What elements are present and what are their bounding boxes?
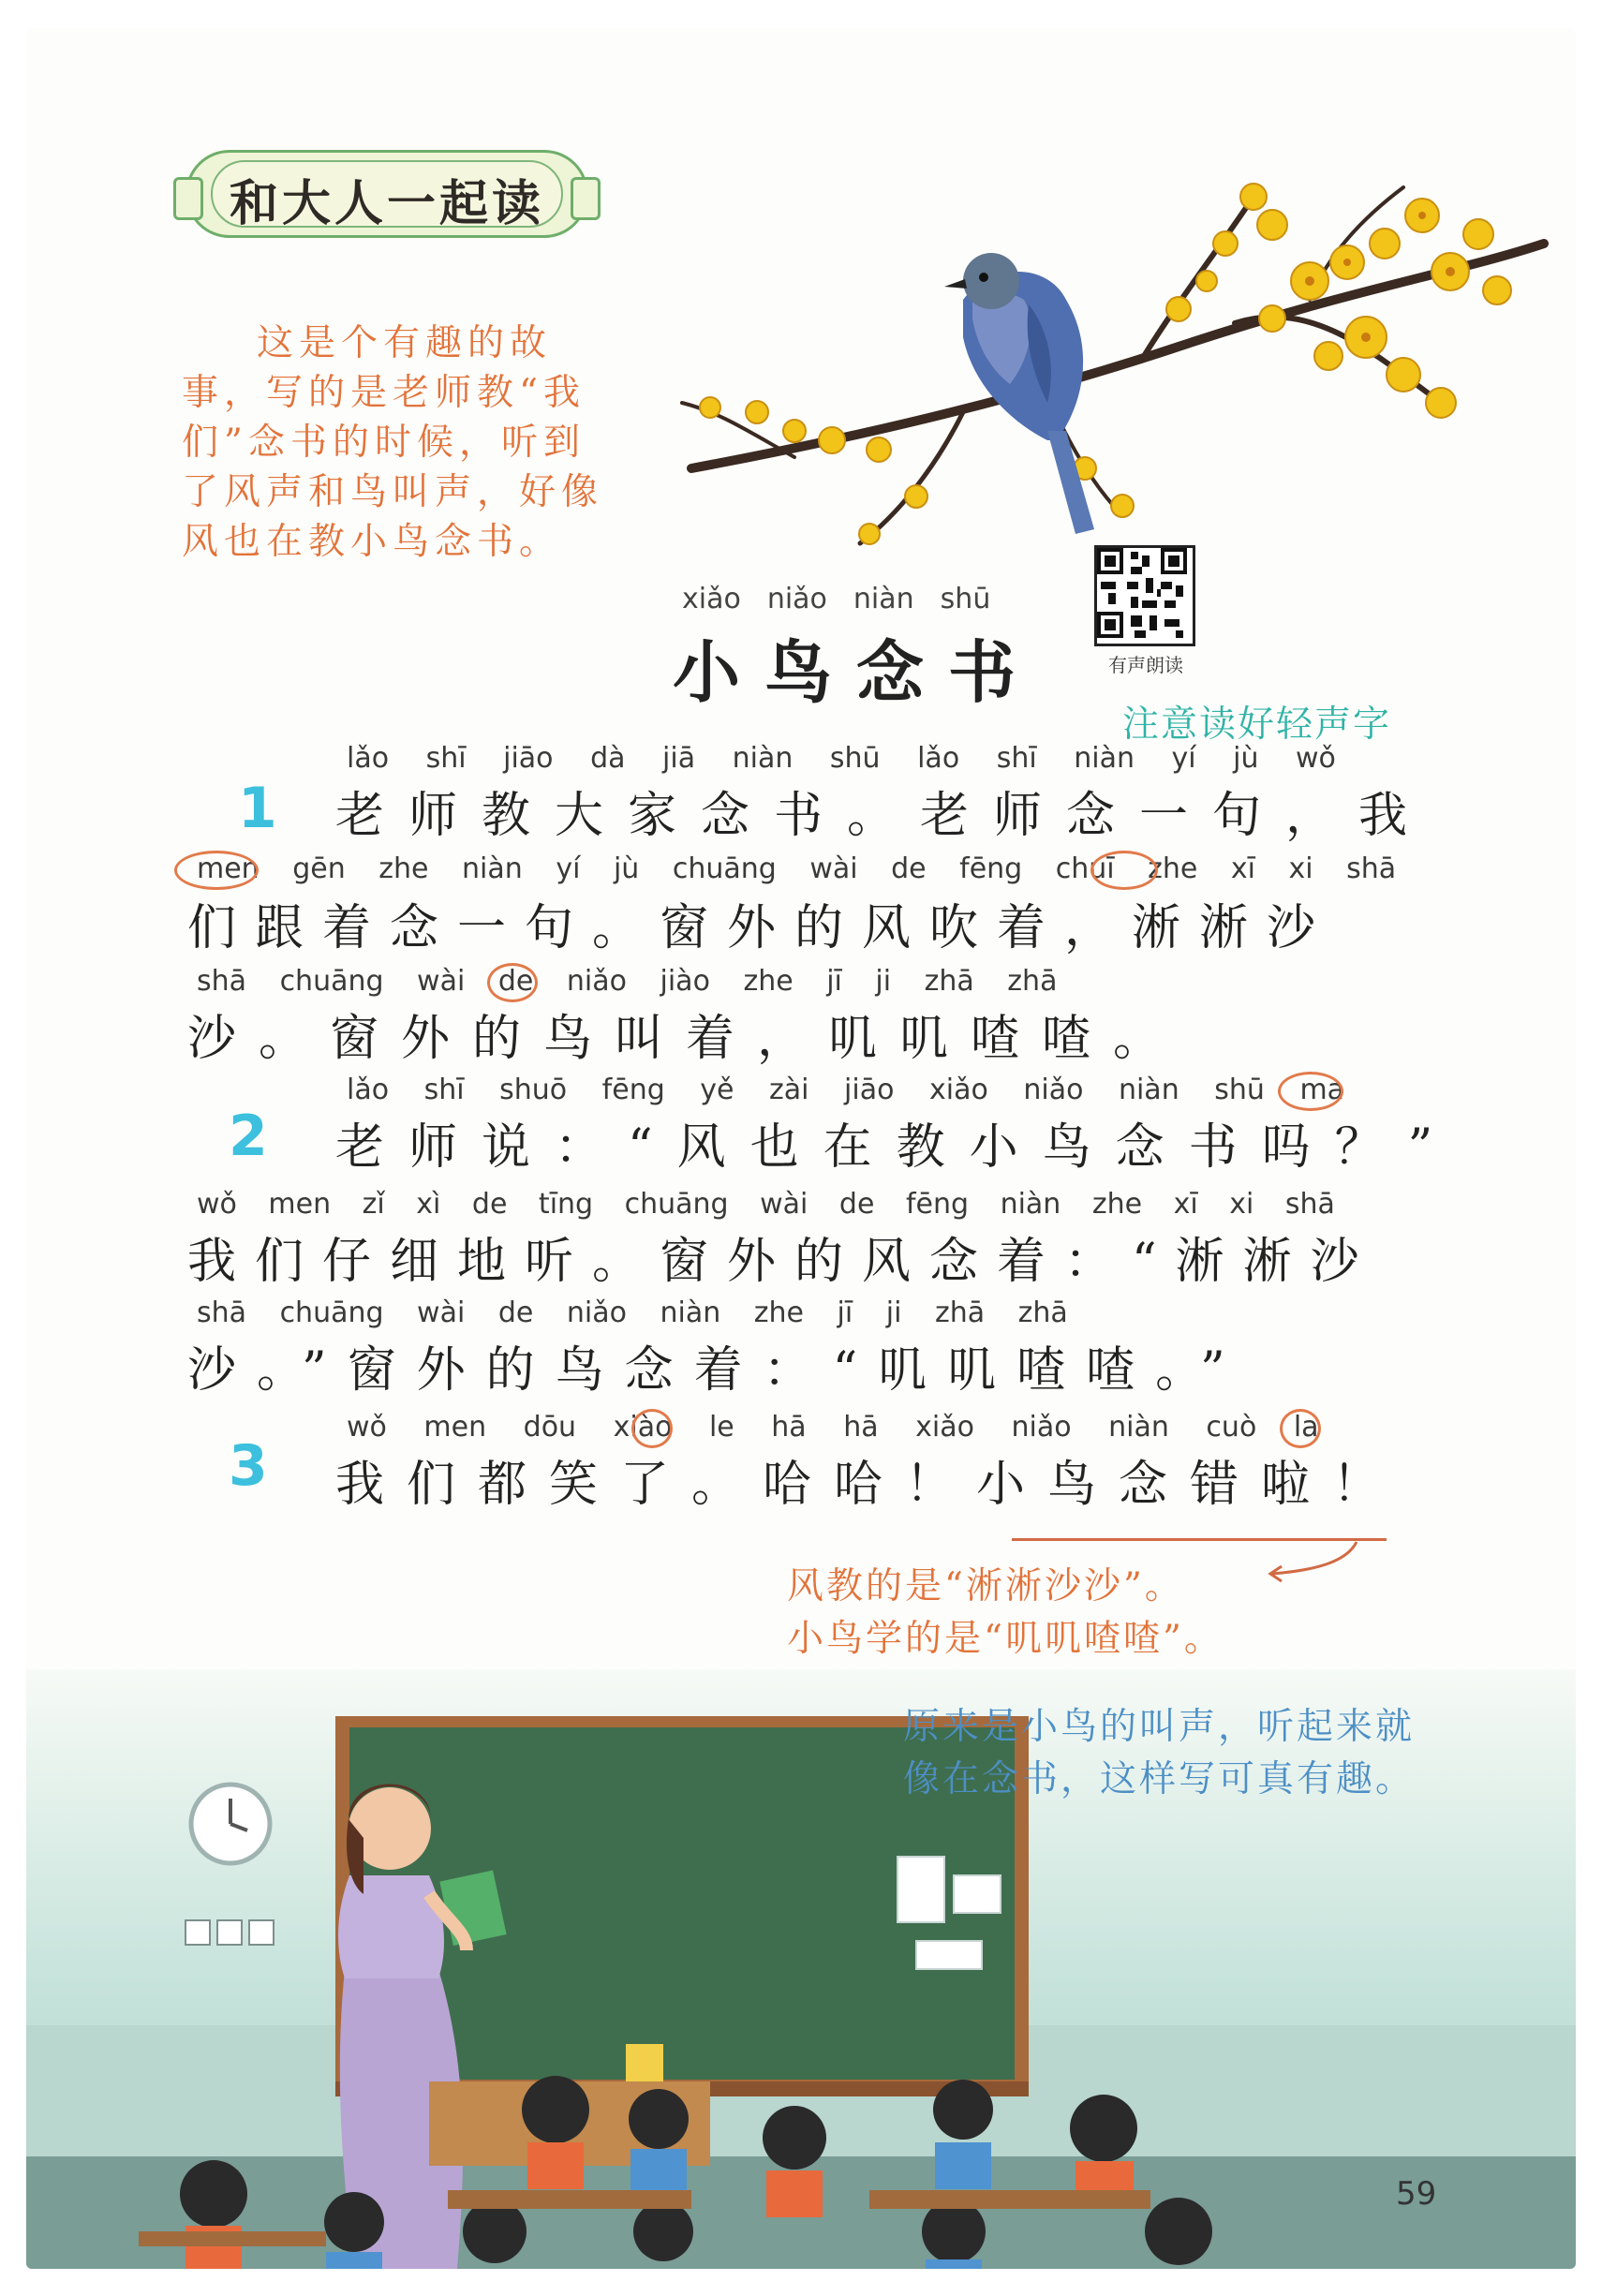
intro-line: 事，写的是老师教“我 [182, 372, 586, 414]
intro-line: 这是个有趣的故 [257, 322, 553, 364]
light-tone-circle [1090, 851, 1158, 890]
badge-label: 和大人一起读 [229, 175, 544, 232]
pinyin-line: wǒ men dōu xiào le hā hā xiǎo niǎo niàn cuò la [347, 1411, 1319, 1444]
intro-line: 风也在教小鸟念书。 [182, 521, 562, 563]
qr-code-icon [1097, 548, 1187, 638]
note-line: 像在念书，这样写可真有趣。 [903, 1758, 1416, 1800]
intro-line: 们”念书的时候，听到 [182, 422, 586, 464]
paragraph-number: 3 [229, 1433, 268, 1499]
bird-icon [944, 253, 1094, 534]
text-line: 老师说：“风也在教小鸟念书吗？” [335, 1119, 1458, 1176]
intro-text [182, 318, 641, 567]
note-line: 风教的是“淅淅沙沙”。 [787, 1565, 1184, 1607]
lesson-title: 小鸟念书 [673, 632, 1041, 712]
qr-code[interactable] [1094, 545, 1195, 646]
light-tone-circle [487, 963, 538, 1002]
note-line: 原来是小鸟的叫声，听起来就 [903, 1706, 1416, 1748]
textbook-page [26, 28, 1576, 2269]
reading-badge [185, 150, 588, 238]
teacher-note-blue [903, 1701, 1415, 1806]
bird-on-branch-illustration [654, 159, 1553, 553]
intro-line: 了风声和鸟叫声，好像 [182, 471, 604, 513]
pinyin-line: men gēn zhe niàn yí jù chuāng wài de fēng chuī zhe xī xi shā [197, 852, 1397, 885]
light-tone-circle [174, 851, 259, 890]
reading-tip: 注意读好轻声字 [1122, 704, 1392, 746]
text-line: 我们都笑了。哈哈！小鸟念错啦！ [335, 1457, 1404, 1513]
page-number: 59 [1396, 2175, 1437, 2213]
title-pinyin: xiǎo niǎo niàn shū [682, 583, 991, 615]
pinyin-line: shā chuāng wài de niǎo niàn zhe jī ji zhā zhā [197, 1296, 1068, 1329]
text-line: 我们仔细地听。窗外的风念着：“淅淅沙 [187, 1234, 1378, 1290]
pinyin-line: wǒ men zǐ xì de tīng chuāng wài de fēng niàn zhe xī xi shā [197, 1188, 1335, 1221]
light-tone-circle [1278, 1072, 1343, 1111]
teacher-note-orange [787, 1561, 1224, 1666]
text-line: 沙。窗外的鸟叫着，叽叽喳喳。 [187, 1011, 1185, 1067]
paragraph-number: 1 [238, 776, 277, 841]
annotation-arrow-icon [1244, 1533, 1375, 1589]
pinyin-line: lǎo shī jiāo dà jiā niàn shū lǎo shī niàn yí jù wǒ [347, 742, 1336, 775]
text-line: 们跟着念一句。窗外的风吹着，淅淅沙 [187, 900, 1335, 956]
light-tone-circle [631, 1409, 673, 1448]
note-line: 小鸟学的是“叽叽喳喳”。 [787, 1618, 1224, 1660]
pinyin-line: lǎo shī shuō fēng yě zài jiāo xiǎo niǎo niàn shū ma [347, 1074, 1345, 1106]
paragraph-number: 2 [229, 1104, 268, 1169]
light-tone-circle [1280, 1409, 1321, 1448]
pinyin-line: shā chuāng wài de niǎo jiào zhe jī ji zhā zhā [197, 965, 1058, 998]
qr-label: 有声朗读 [1108, 654, 1183, 676]
text-line: 沙。”窗外的鸟念着：“叽叽喳喳。” [187, 1342, 1246, 1399]
text-line: 老师教大家念书。老师念一句，我 [335, 788, 1432, 844]
